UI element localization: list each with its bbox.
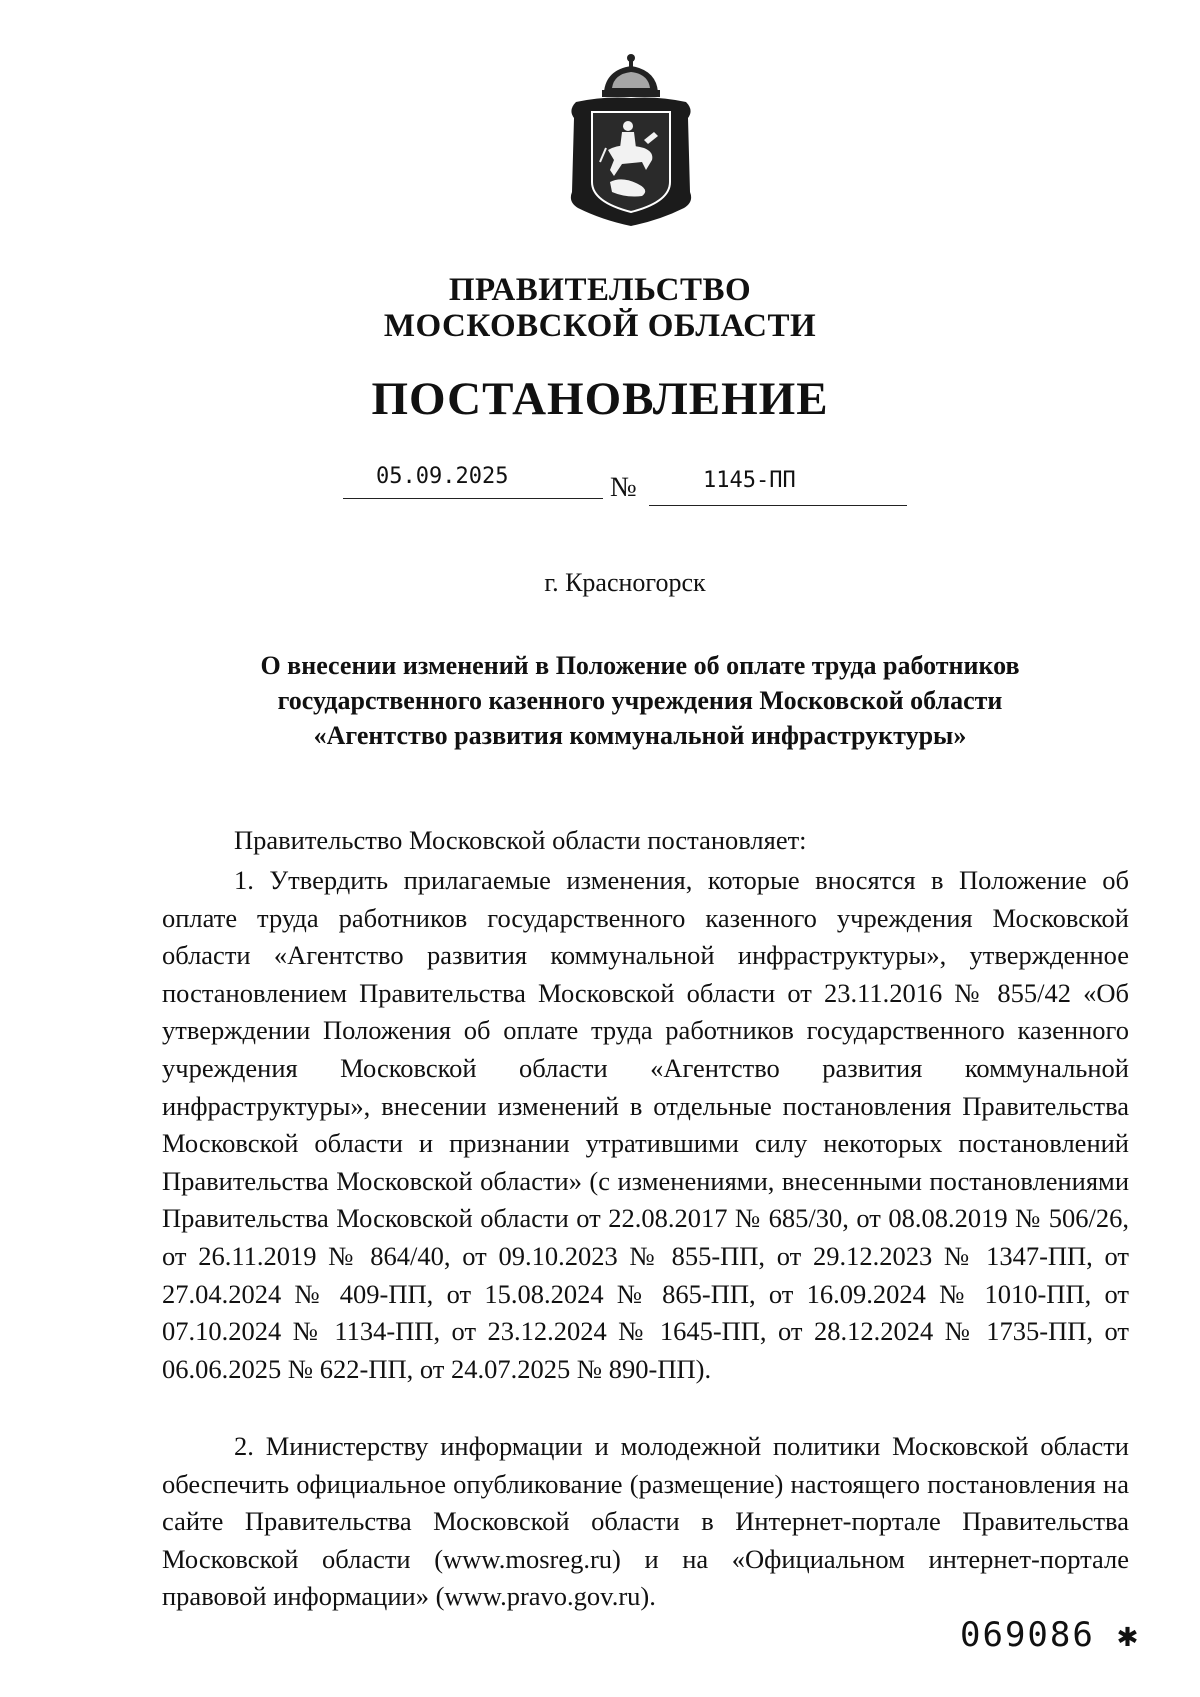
org-name-line2: МОСКОВСКОЙ ОБЛАСТИ [383, 308, 817, 344]
title-line2: государственного казенного учреждения Московской области [277, 686, 1003, 715]
number-sign: № [610, 472, 637, 503]
title-line1: О внесении изменений в Положение об оплате труда работников [260, 651, 1020, 680]
paragraph-1: 1. Утвердить прилагаемые изменения, которые вносятся в Положение об оплате труда работников государственного казенного учреждения Московской области «Агентство развития коммунальной инфраструктуры», утвержденное постановлением Правительства Московской области от 23.11.2016 № 855/42 «Об утверждении Положения об оплате труда работников государственного казенного учреждения Московской области «Агентство развития коммунальной инфраструктуры», внесении изменений в отдельные постановления Правительства Московской области и признании утратившими силу некоторых постановлений Правительства Московской области» (с изменениями, внесенными постановлениями Правительства Московской области от 22.08.2017 № 685/30, от 08.08.2019 № 506/26, от 26.11.2019 № 864/40, от 09.10.2023 № 855-ПП, от 29.12.2023 № 1347-ПП, от 27.04.2024 № 409-ПП, от 15.08.2024 № 865-ПП, от 16.09.2024 № 1010-ПП, от 07.10.2024 № 1134-ПП, от 23.12.2024 № 1645-ПП, от 28.12.2024 № 1735-ПП, от 06.06.2025 № 622-ПП, от 24.07.2025 № 890-ПП). [162, 865, 1129, 1384]
number-underline [649, 505, 907, 506]
serial-number [960, 1615, 1140, 1655]
asterisk-icon: ✱ [1117, 1615, 1140, 1655]
coat-of-arms-emblem [562, 52, 700, 228]
title-line3: «Агентство развития коммунальной инфраструктуры» [313, 721, 967, 750]
date-underline [343, 498, 603, 499]
document-title [150, 648, 1130, 753]
crown-icon [602, 54, 660, 97]
document-number: 1145-ПП [703, 468, 796, 493]
preamble: Правительство Московской области постановляет: [234, 825, 807, 855]
paragraph-2: 2. Министерству информации и молодежной политики Московской области обеспечить официальное опубликование (размещение) настоящего постановления на сайте Правительства Московской области в Интернет-портале Правительства Московской области (www.mosreg.ru) и на «Официальном интернет-портале правовой информации» (www.pravo.gov.ru). [162, 1431, 1129, 1612]
document-date: 05.09.2025 [376, 464, 509, 489]
document-type: ПОСТАНОВЛЕНИЕ [371, 373, 829, 425]
city-name: г. Красногорск [544, 568, 706, 597]
org-name-line1: ПРАВИТЕЛЬСТВО [448, 272, 752, 308]
serial-digits: 069086 [960, 1615, 1095, 1655]
